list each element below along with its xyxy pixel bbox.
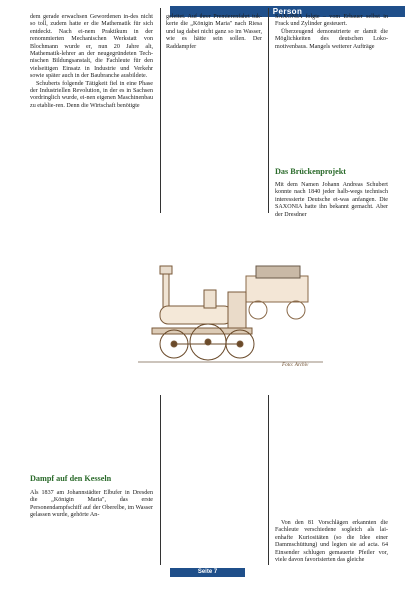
- page-footer: [170, 568, 245, 577]
- paragraph: Als 1837 am Johannstädter Elbufer in Dresden die „Königin Maria", das erste Personendampfschiff auf der Oberelbe, im Wasser gelassen wurde, gehörte An-: [30, 490, 153, 519]
- text-column-right-mid: [275, 182, 388, 219]
- column-divider-right: [268, 8, 269, 213]
- section-title: Person: [272, 7, 303, 16]
- locomotive-illustration: [138, 258, 323, 370]
- image-caption: Foto: Archiv: [282, 362, 309, 368]
- column-divider-left: [160, 8, 161, 213]
- heading-bridge-project: Das Brückenprojekt: [275, 167, 347, 176]
- text-column-right-bottom: [275, 520, 388, 564]
- paragraph: Schuberts folgende Tätigkeit fiel in eine Phase der Industriellen Revolution, in der es in Sachsen vordringlich wurde, ei-nen eigenen Maschinenbau zu etablie-ren. Denn die Wirtschaft benötigte: [30, 80, 153, 109]
- paragraph: geleitet. Auf ihrer Premierenfahrt tuk-kerte die „Königin Maria" nach Riesa und tag dabei nicht ganz so im Wasser, wie es hätte sein sollen. Der Raddampfer: [166, 14, 262, 50]
- text-column-left-top: [30, 14, 153, 110]
- paragraph: Mit dem Namen Johann Andreas Schubert konnte nach 1840 jeder halb-wegs technisch interessierte Deutsche et-was anfangen. Die SAXONIA hatte ihn bekannt gemacht. Aber der Dresdner: [275, 182, 388, 218]
- heading-steam: Dampf auf den Kesseln: [30, 474, 112, 483]
- paragraph: SAXONIA folgte – vom Erbauer selbst in Frack und Zylinder gesteuert.: [275, 14, 388, 28]
- column-divider-right-lower: [268, 395, 269, 565]
- text-column-right-top: [275, 14, 388, 51]
- column-divider-left-lower: [160, 395, 161, 565]
- paragraph: Überzeugend demonstrierte er damit die Möglichkeiten des deutschen Loko-motivenbaus. Mangels weiterer Aufträge: [275, 28, 388, 50]
- paragraph: Von den 81 Vorschlägen erkannten die Fachleute verschiedene sogleich als lai-enhafte Kuriositäten (so die Idee einer Dammschüttung) und legten sie ad acta. 64 Einsender schlugen gemauerte Pfeiler vor, viele davon favorisierten das gleiche: [275, 520, 388, 564]
- text-column-left-bottom: [30, 490, 153, 520]
- text-column-middle-top: [166, 14, 262, 51]
- paragraph: dem gerade erwachsen Gewordenen in-des nicht so toll, zudem hatte er die Mathematik für sich entdeckt. Nach ei-nem Praktikum in der renommierten Mechanischen Werkstatt von Blochmann wurde er, nun 20 Jahre alt, Mathematik-lehrer an der neugegründeten Tech-nischen Bildungsanstalt, die Fachleute für den vielseitigen Einsatz in Industrie und Verkehr sowie später auch in der Baubranche ausbildete.: [30, 14, 153, 80]
- page-number: Seite 7: [197, 569, 218, 575]
